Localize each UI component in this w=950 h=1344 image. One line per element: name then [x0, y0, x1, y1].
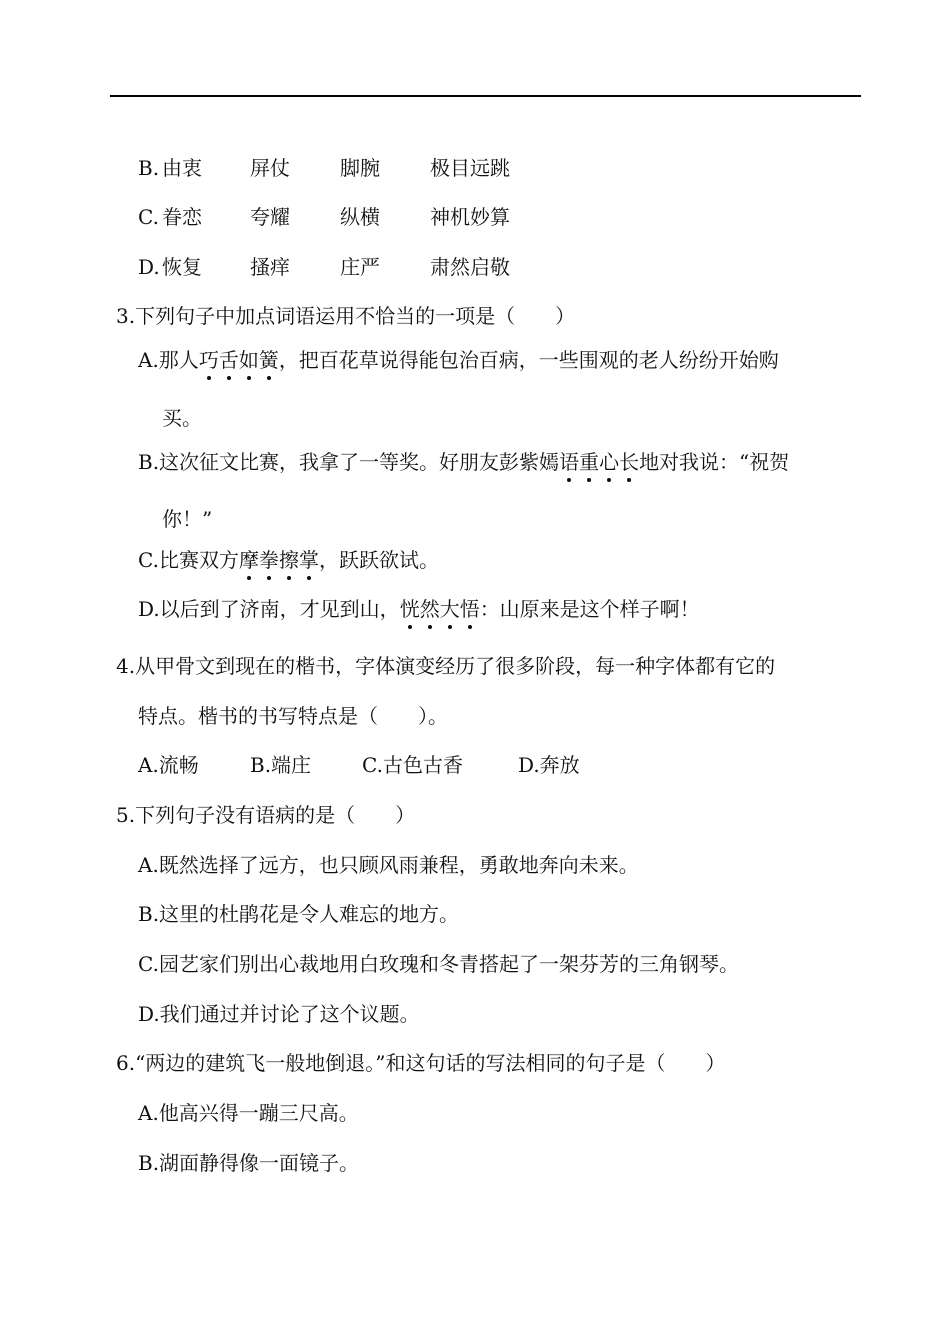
q4-option-b: B.端庄 [250, 753, 312, 777]
q3-option-c: C.比赛双方摩拳擦掌，跃跃欲试。 [138, 548, 439, 572]
q4-stem-line2: 特点。楷书的书写特点是（ ）。 [138, 704, 448, 728]
dotted-character: 然 [419, 597, 440, 621]
dotted-phrase [239, 548, 319, 572]
q6-option-b: B.湖面静得像一面镜子。 [138, 1151, 360, 1175]
dotted-character: 重 [579, 450, 600, 474]
dotted-phrase [559, 450, 639, 474]
dotted-phrase [400, 597, 480, 621]
dotted-character: 心 [599, 450, 620, 474]
q5-option-b: B.这里的杜鹃花是令人难忘的地方。 [138, 902, 460, 926]
q3-option-a: A.那人巧舌如簧，把百花草说得能包治百病，一些围观的老人纷纷开始购 [138, 348, 779, 372]
q4-option-a: A.流畅 [138, 753, 199, 777]
header-rule [110, 95, 861, 97]
q6-option-a: A.他高兴得一蹦三尺高。 [138, 1101, 359, 1125]
q3-option-b-continued: 你！” [162, 507, 213, 531]
dotted-character: 拳 [258, 548, 279, 572]
dotted-character: 长 [619, 450, 640, 474]
dotted-character: 掌 [298, 548, 319, 572]
dotted-character: 巧 [198, 348, 219, 372]
dotted-character: 如 [238, 348, 259, 372]
dotted-character: 摩 [238, 548, 259, 572]
dotted-phrase [199, 348, 279, 372]
dotted-character: 大 [439, 597, 460, 621]
dotted-character: 舌 [218, 348, 239, 372]
q3-stem: 3.下列句子中加点词语运用不恰当的一项是（ ） [116, 304, 576, 328]
dotted-character: 恍 [399, 597, 420, 621]
q5-option-a: A.既然选择了远方，也只顾风雨兼程，勇敢地奔向未来。 [138, 853, 639, 877]
q4-stem-line1: 4.从甲骨文到现在的楷书，字体演变经历了很多阶段，每一种字体都有它的 [116, 654, 776, 678]
dotted-character: 悟 [459, 597, 480, 621]
q4-option-d: D.奔放 [518, 753, 580, 777]
q3-option-d: D.以后到了济南，才见到山，恍然大悟：山原来是这个样子啊！ [138, 597, 700, 621]
q5-stem: 5.下列句子没有语病的是（ ） [116, 803, 416, 827]
q3-option-b: B.这次征文比赛，我拿了一等奖。好朋友彭紫嫣语重心长地对我说：“祝贺 [138, 450, 790, 474]
q3-option-a-continued: 买。 [162, 406, 202, 430]
q5-option-c: C.园艺家们别出心裁地用白玫瑰和冬青搭起了一架芬芳的三角钢琴。 [138, 952, 739, 976]
q6-stem: 6.“两边的建筑飞一般地倒退。”和这句话的写法相同的句子是（ ） [116, 1051, 726, 1075]
q5-option-d: D.我们通过并讨论了这个议题。 [138, 1002, 420, 1026]
q4-option-c: C.古色古香 [362, 753, 463, 777]
dotted-character: 语 [559, 450, 580, 474]
dotted-character: 擦 [278, 548, 299, 572]
dotted-character: 簧 [258, 348, 279, 372]
